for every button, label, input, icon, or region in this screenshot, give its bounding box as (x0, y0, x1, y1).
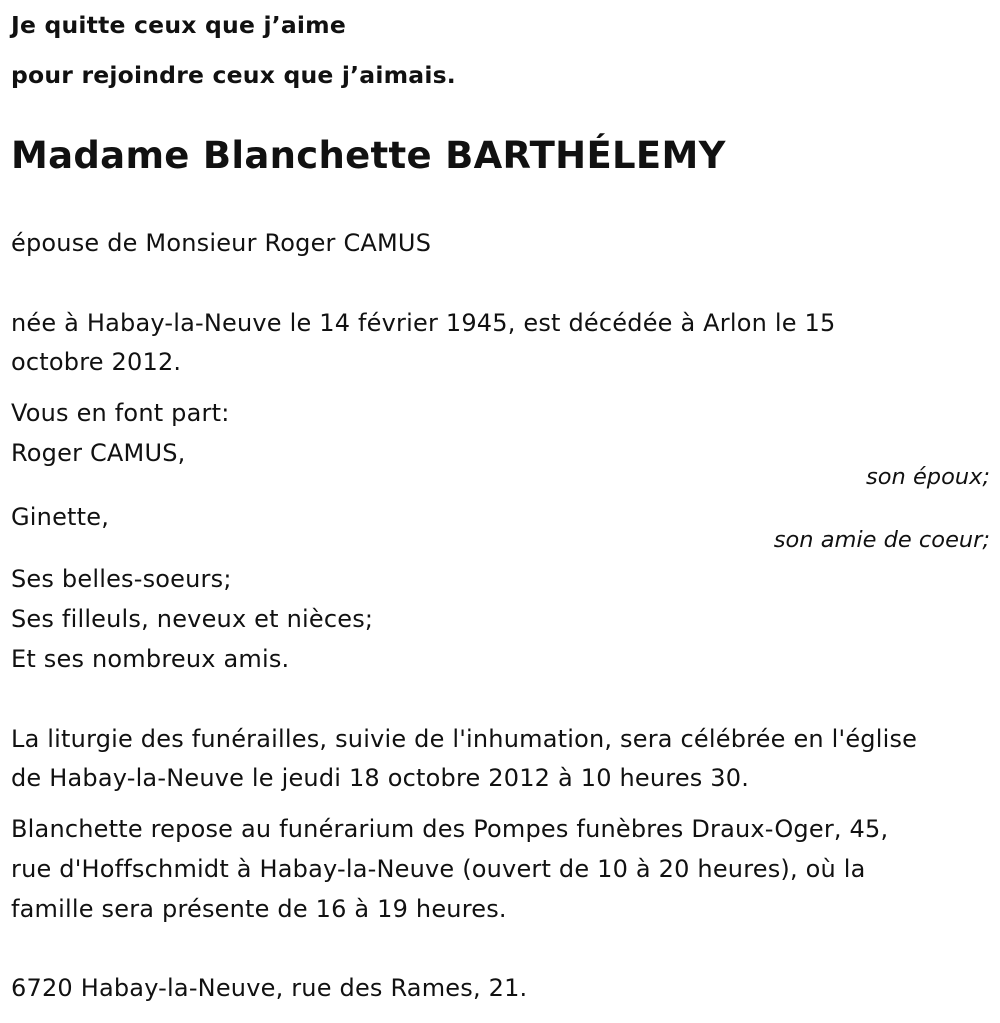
announce-intro: Vous en font part: (11, 399, 230, 427)
verse-line-2: pour rejoindre ceux que j’aimais. (11, 61, 456, 89)
address-line: 6720 Habay-la-Neuve, rue des Rames, 21. (11, 974, 528, 1002)
family-name-friend: Ginette, (11, 503, 110, 531)
family-role-friend: son amie de coeur; (773, 527, 990, 553)
deceased-name: Madame Blanchette BARTHÉLEMY (11, 134, 726, 177)
funeral-line-2: de Habay-la-Neuve le jeudi 18 octobre 2012 à 10 heures 30. (11, 764, 750, 792)
spouse-line: épouse de Monsieur Roger CAMUS (11, 229, 432, 257)
relatives-item: Ses filleuls, neveux et nièces; (11, 605, 374, 633)
relatives-item: Ses belles-soeurs; (11, 565, 232, 593)
birth-death-line-2: octobre 2012. (11, 348, 182, 376)
viewing-line-3: famille sera présente de 16 à 19 heures. (11, 895, 507, 923)
funeral-line-1: La liturgie des funérailles, suivie de l'inhumation, sera célébrée en l'église (11, 725, 918, 753)
family-role-spouse: son époux; (866, 464, 990, 490)
verse-line-1: Je quitte ceux que j’aime (11, 11, 346, 39)
family-name-spouse: Roger CAMUS, (11, 439, 186, 467)
viewing-line-2: rue d'Hoffschmidt à Habay-la-Neuve (ouvert de 10 à 20 heures), où la (11, 855, 866, 883)
birth-death-line-1: née à Habay-la-Neuve le 14 février 1945, est décédée à Arlon le 15 (11, 309, 836, 337)
viewing-line-1: Blanchette repose au funérarium des Pompes funèbres Draux-Oger, 45, (11, 815, 889, 843)
relatives-item: Et ses nombreux amis. (11, 645, 290, 673)
